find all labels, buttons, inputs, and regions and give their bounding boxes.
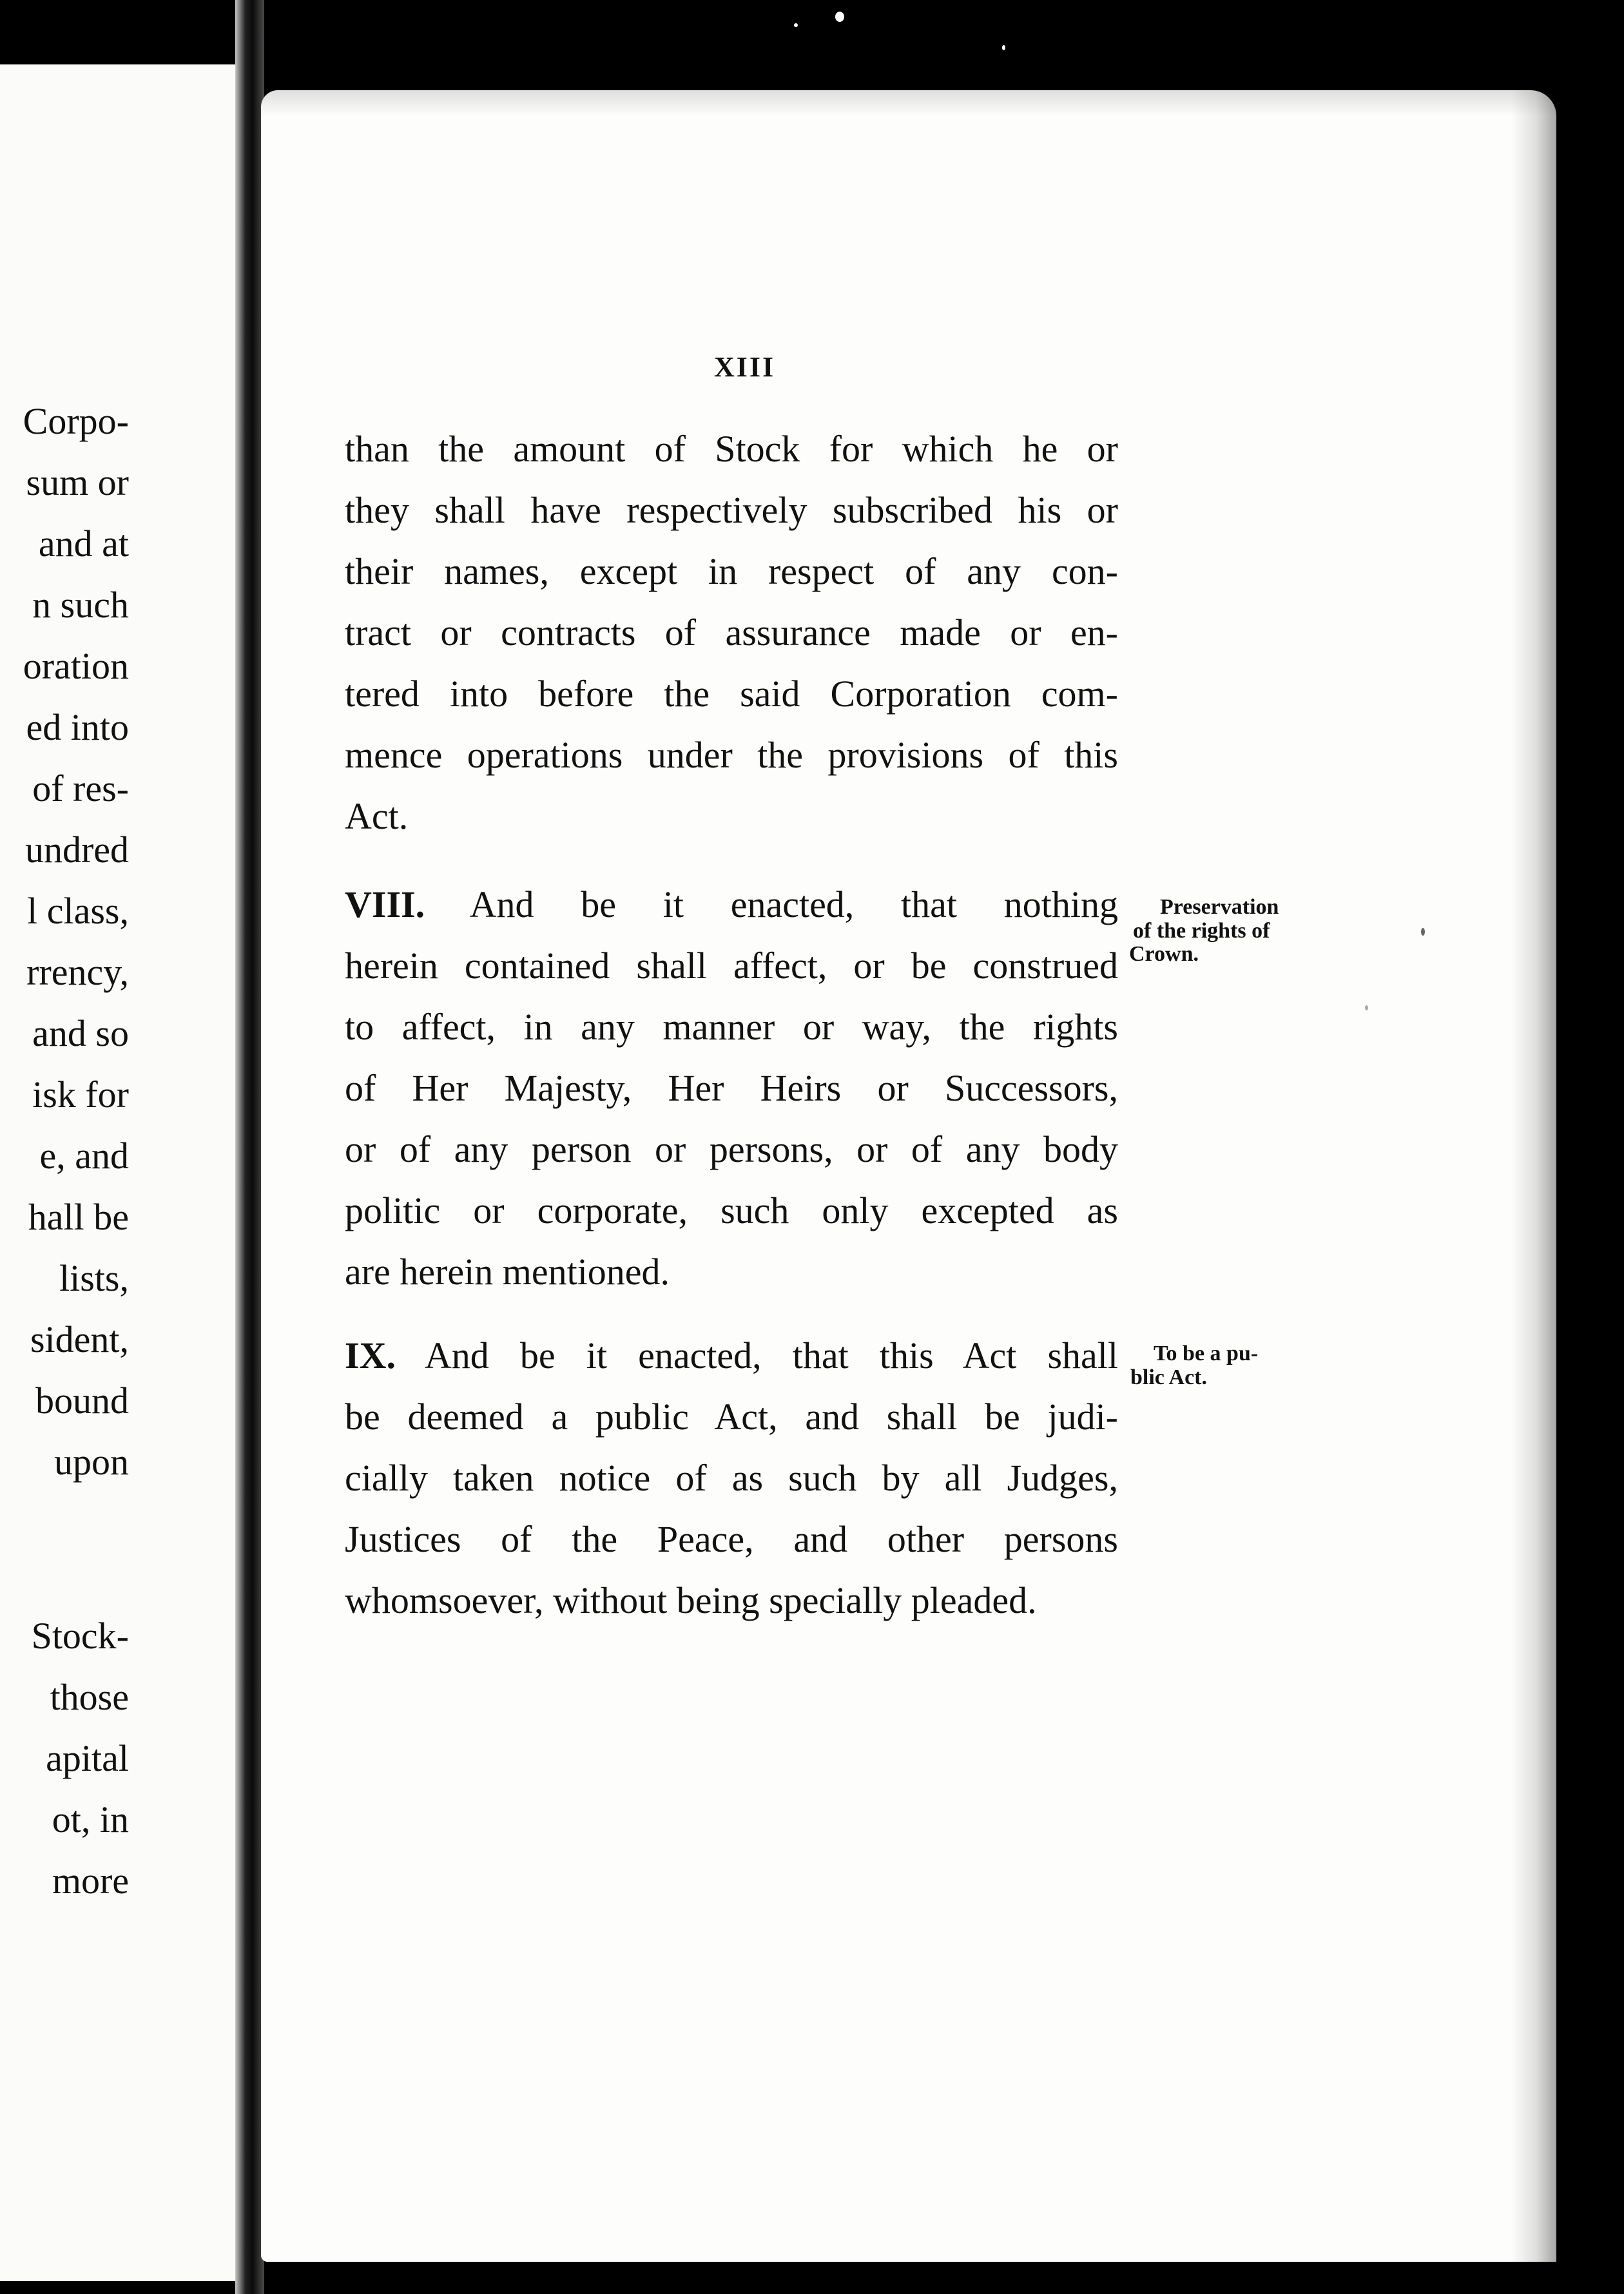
text-line: than the amount of Stock for which he or <box>345 428 1118 470</box>
text-line: they shall have respectively subscribed his or <box>345 489 1118 531</box>
top-edge-shadow <box>261 90 1556 116</box>
margin-note-preservation <box>1128 896 1279 967</box>
left-line: l class, <box>27 890 129 932</box>
margin-note-line: blic Act. <box>1130 1365 1207 1389</box>
left-line: apital <box>46 1737 129 1779</box>
margin-note-public-act <box>1129 1342 1258 1389</box>
left-line: those <box>50 1676 129 1718</box>
text-line: of Her Majesty, Her Heirs or Successors, <box>345 1067 1118 1109</box>
section-number: VIII. <box>345 883 425 925</box>
book-gutter <box>235 0 264 2294</box>
right-edge-shadow <box>1511 90 1556 2262</box>
text-line: tract or contracts of assurance made or en- <box>345 612 1118 653</box>
text-line: tered into before the said Corporation com- <box>345 673 1118 715</box>
text-line: are herein mentioned. <box>345 1251 670 1293</box>
text-line: mence operations under the provisions of this <box>345 734 1118 776</box>
margin-note-line: To be a pu- <box>1154 1342 1259 1365</box>
section-text: And be it enacted, that nothing <box>469 883 1118 925</box>
left-line: of res- <box>32 767 129 809</box>
text-line: be deemed a public Act, and shall be judi- <box>345 1396 1118 1438</box>
margin-note-line: Crown. <box>1129 942 1199 967</box>
left-line: undred <box>24 829 129 871</box>
section-text: And be it enacted, that this Act shall <box>424 1335 1118 1376</box>
left-line: isk for <box>32 1074 129 1115</box>
left-line: oration <box>23 645 129 687</box>
left-line: lists, <box>59 1257 129 1299</box>
paper-mark <box>1365 1005 1368 1010</box>
text-line: politic or corporate, such only excepted as <box>345 1190 1118 1231</box>
section-ix-first-line <box>345 1337 1118 1374</box>
page-number: XIII <box>714 351 776 383</box>
margin-note-line: Preservation <box>1160 895 1279 919</box>
main-page <box>261 90 1556 2262</box>
left-line: e, and <box>39 1135 129 1177</box>
left-line: n such <box>32 584 129 626</box>
left-line: upon <box>54 1441 129 1483</box>
left-line: sum or <box>26 461 129 503</box>
left-line: Corpo- <box>23 400 129 442</box>
left-line: hall be <box>28 1196 129 1238</box>
left-line: and so <box>32 1012 129 1054</box>
text-line: or of any person or persons, or of any body <box>345 1128 1118 1170</box>
scan-speck <box>1002 45 1005 50</box>
text-line: cially taken notice of as such by all Judges, <box>345 1457 1118 1499</box>
left-facing-page <box>0 64 235 2281</box>
left-line: rrency, <box>26 951 129 993</box>
left-line: and at <box>38 523 129 564</box>
text-line: Justices of the Peace, and other persons <box>345 1518 1118 1560</box>
scan-speck <box>794 23 798 27</box>
left-line: more <box>52 1860 129 1902</box>
left-line: ed into <box>26 706 129 748</box>
scan-speck <box>835 12 844 22</box>
left-line: Stock- <box>31 1615 129 1657</box>
margin-note-line: of the rights of <box>1133 918 1270 943</box>
paper-mark <box>1421 928 1425 936</box>
left-line: sident, <box>30 1318 129 1360</box>
left-line: ot, in <box>52 1798 129 1840</box>
left-line: bound <box>35 1380 129 1422</box>
text-line: herein contained shall affect, or be construed <box>345 945 1118 987</box>
section-number: IX. <box>345 1335 396 1376</box>
text-line: whomsoever, without being specially pleaded. <box>345 1579 1037 1621</box>
text-line: their names, except in respect of any con- <box>345 550 1118 592</box>
text-line: Act. <box>345 795 409 837</box>
section-viii-first-line <box>345 883 1118 925</box>
text-line: to affect, in any manner or way, the rights <box>345 1006 1118 1048</box>
